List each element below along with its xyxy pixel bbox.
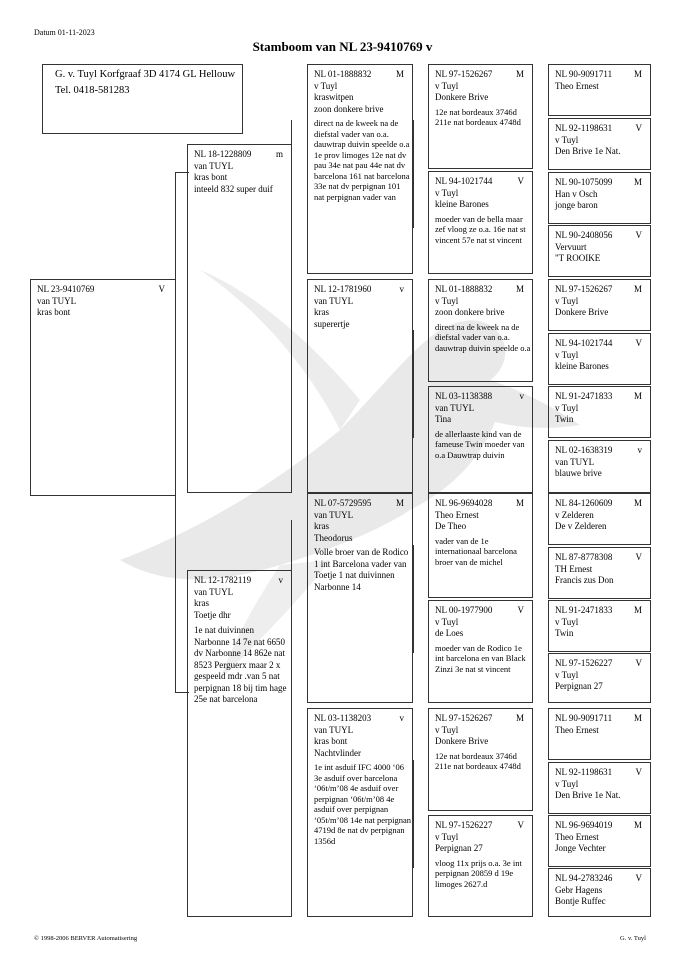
breeder: v Tuyl: [555, 402, 579, 413]
pigeon-name: Den Brive 1e Nat.: [555, 146, 621, 156]
pigeon-name: Twin: [555, 628, 574, 638]
gen3-box-1: [428, 64, 533, 169]
performance-note: Volle broer van de Rodico 1 int Barcelona vader van Toetje 1 nat duivinnen Narbonne 14: [314, 547, 409, 592]
breeder: v Tuyl: [555, 778, 579, 789]
sex-label: M: [515, 498, 524, 508]
sex-label: M: [633, 284, 642, 294]
ring-number: NL 84-1260609: [555, 498, 613, 508]
breeder: van TUYL: [314, 724, 354, 735]
gen4-box-10: [548, 547, 651, 599]
gen4-box-1: [548, 64, 651, 116]
breeder: van TUYL: [194, 160, 234, 171]
date-label: Datum 01-11-2023: [34, 28, 95, 37]
sex-label: v: [278, 575, 283, 585]
pigeon-name: superertje: [314, 318, 350, 329]
gen4-box-16: [548, 868, 651, 917]
ring-number: NL 90-1075099: [555, 177, 613, 187]
pigeon-name: Twin: [555, 414, 574, 424]
pigeon-name: De v Zelderen: [555, 521, 607, 531]
performance-note: vader van de 1e internationaal barcelona broer van de michel: [435, 535, 517, 567]
ring-number: NL 91-2471833: [555, 391, 613, 401]
ring-number: NL 12-1782119: [194, 575, 252, 585]
pigeon-name: inteeld 832 super duif: [194, 183, 273, 194]
sex-label: M: [515, 69, 524, 79]
ring-number: NL 97-1526227: [555, 658, 613, 668]
ring-number: NL 90-2408056: [555, 230, 613, 240]
breeder: v Tuyl: [555, 349, 579, 360]
pigeon-name: De Theo: [435, 521, 467, 531]
color: kras bont: [194, 172, 228, 182]
gen4-box-8: [548, 440, 651, 493]
performance-note: moeder van de Rodico 1e int barcelona en van Black Zinzi 3e nat st vincent: [435, 642, 526, 674]
sex-label: V: [517, 605, 524, 615]
owner-box: [42, 64, 243, 134]
breeder: van TUYL: [37, 295, 77, 306]
gen2-box-3: [307, 493, 413, 703]
sex-label: M: [395, 69, 404, 79]
ring-number: NL 90-9091711: [555, 713, 613, 723]
sex-label: M: [633, 498, 642, 508]
breeder: Theo Ernest: [435, 509, 479, 520]
ring-number: NL 94-2783246: [555, 873, 613, 883]
gen4-box-7: [548, 386, 651, 438]
performance-note: vloog 11x prijs o.a. 3e int perpignan 20859 d 19e limoges 2627.d: [435, 857, 522, 889]
pigeon-name: Francis zus Don: [555, 575, 614, 585]
sex-label: M: [515, 713, 524, 723]
gen4-box-4: [548, 225, 651, 277]
sex-label: M: [633, 820, 642, 830]
breeder: v Tuyl: [435, 295, 459, 306]
ring-number: NL 87-8778308: [555, 552, 613, 562]
sex-label: V: [635, 338, 642, 348]
sex-label: V: [635, 552, 642, 562]
ring-number: NL 91-2471833: [555, 605, 613, 615]
ring-number: NL 90-9091711: [555, 69, 613, 79]
gen2-box-2: [307, 279, 413, 493]
pigeon-name: Bontje Ruffec: [555, 896, 606, 906]
color: kras: [194, 598, 209, 608]
pigeon-name: blauwe brive: [555, 468, 602, 478]
breeder: v Tuyl: [555, 616, 579, 627]
breeder: v Tuyl: [555, 295, 579, 306]
sex-label: M: [633, 391, 642, 401]
breeder: v Tuyl: [435, 187, 459, 198]
gen4-box-5: [548, 279, 651, 331]
father-box: [187, 144, 292, 493]
gen4-box-12: [548, 653, 651, 703]
ring-number: NL 03-1138203: [314, 713, 372, 723]
ring-number: NL 97-1526267: [435, 713, 493, 723]
sex-label: V: [158, 284, 165, 294]
pigeon-name: jonge baron: [555, 200, 598, 210]
footer-copyright: © 1998-2006 BERVER Automatisering: [34, 935, 138, 942]
pigeon-name: Den Brive 1e Nat.: [555, 790, 621, 800]
breeder: Vervuurt: [555, 241, 587, 252]
color: kras: [314, 307, 329, 317]
gen3-box-3: [428, 279, 533, 382]
ring-number: NL 03-1138388: [435, 391, 493, 401]
pigeon-name: zoon donkere brive: [314, 103, 384, 114]
gen4-box-3: [548, 172, 651, 224]
sex-label: V: [517, 176, 524, 186]
breeder: van TUYL: [555, 456, 595, 467]
performance-note: 12e nat bordeaux 3746d 211e nat bordeaux 4748d: [435, 106, 521, 127]
pigeon-name: Jonge Vechter: [555, 843, 606, 853]
gen2-box-1: [307, 64, 413, 274]
ring-number: NL 00-1977900: [435, 605, 493, 615]
pigeon-name: Theodorus: [314, 532, 353, 543]
ring-number: NL 07-5729595: [314, 498, 372, 508]
breeder: v Zelderen: [555, 509, 594, 520]
ring-number: NL 97-1526227: [435, 820, 493, 830]
performance-note: 1e int asduif IFC 4000 ‘06 3e asduif over barcelona ‘06t/m’08 4e asduif over perpignan ‘06t/m’08 4e asduif over perpignan ‘05t/m’08 14e nat perpignan 4719d 8e nat dv perpignan 1356d: [314, 762, 412, 846]
performance-note: moeder van de bella maar zef vloog ze o.a. 16e nat st vincent 57e nat st vincent: [435, 213, 526, 245]
gen4-box-9: [548, 493, 651, 545]
sex-label: v: [399, 713, 404, 723]
performance-note: direct na de kweek na de diefstal vader van o.a. dauwtrap duivin speelde o.a: [435, 321, 531, 353]
color: kras bont: [314, 736, 348, 746]
pigeon-name: zoon donkere brive: [435, 307, 505, 317]
color: kras: [314, 521, 329, 531]
sex-label: v: [399, 284, 404, 294]
gen2-box-4: [307, 708, 413, 917]
breeder: Theo Ernest: [555, 80, 599, 91]
pigeon-name: de Loes: [435, 628, 464, 638]
ring-number: NL 94-1021744: [435, 176, 493, 186]
gen4-box-14: [548, 762, 651, 814]
gen4-box-15: [548, 815, 651, 867]
sex-label: V: [635, 658, 642, 668]
ring-number: NL 12-1781960: [314, 284, 372, 294]
ring-number: NL 97-1526267: [435, 69, 493, 79]
owner-city: 4174 GL Hellouw: [159, 69, 236, 80]
ring-number: NL 18-1228809: [194, 149, 252, 159]
breeder: TH Ernest: [555, 563, 593, 574]
breeder: van TUYL: [435, 402, 475, 413]
sex-label: M: [633, 177, 642, 187]
ring-number: NL 94-1021744: [555, 338, 613, 348]
pigeon-name: Tina: [435, 414, 452, 424]
sex-label: M: [633, 69, 642, 79]
performance-note: 1e nat duivinnen Narbonne 14 7e nat 6650 dv Narbonne 14 862e nat 8523 Perguerx maar 2 x gespeeld mdr .van 5 nat perpignan 18 bij tim hage 25e nat barcelona: [194, 625, 287, 704]
ring-number: NL 92-1198631: [555, 123, 613, 133]
breeder: van TUYL: [314, 509, 354, 520]
pigeon-name: Nachtvlinder: [314, 747, 361, 758]
breeder: Gebr Hagens: [555, 884, 603, 895]
gen3-box-7: [428, 708, 533, 811]
gen4-box-2: [548, 118, 651, 170]
sex-label: V: [635, 767, 642, 777]
breeder: v Tuyl: [435, 831, 459, 842]
gen4-box-6: [548, 333, 651, 385]
performance-note: 12e nat bordeaux 3746d 211e nat bordeaux 4748d: [435, 750, 521, 771]
breeder: Han v Osch: [555, 188, 598, 199]
sex-label: M: [633, 605, 642, 615]
gen3-box-2: [428, 171, 533, 274]
color: kras bont: [37, 307, 71, 317]
pigeon-name: "T ROOIKE: [555, 253, 601, 263]
owner-name: G. v. Tuyl: [55, 69, 97, 80]
gen3-box-5: [428, 493, 533, 598]
ring-number: NL 02-1638319: [555, 445, 613, 455]
pigeon-name: kleine Barones: [555, 361, 609, 371]
ring-number: NL 01-1888832: [435, 284, 493, 294]
pigeon-name: Donkere Brive: [435, 736, 489, 746]
breeder: v Tuyl: [314, 80, 338, 91]
ring-number: NL 97-1526267: [555, 284, 613, 294]
page-title: Stamboom van NL 23-9410769 v: [252, 39, 433, 54]
breeder: v Tuyl: [555, 134, 579, 145]
sex-label: M: [515, 284, 524, 294]
footer-owner: G. v. Tuyl: [620, 935, 646, 942]
sex-label: V: [517, 820, 524, 830]
pigeon-name: Toetje dhr: [194, 609, 231, 620]
sex-label: V: [635, 873, 642, 883]
breeder: Theo Ernest: [555, 831, 599, 842]
sex-label: v: [519, 391, 524, 401]
ring-number: NL 23-9410769: [37, 284, 95, 294]
sex-label: M: [633, 713, 642, 723]
performance-note: de allerlaaste kind van de fameuse Twin moeder van o.a Dauwtrap duivin: [435, 428, 525, 460]
color: kraswitpen: [314, 92, 354, 102]
pigeon-name: Donkere Brive: [435, 92, 489, 102]
owner-street: Korfgraaf 3D: [99, 69, 157, 80]
gen4-box-13: [548, 708, 651, 760]
sex-label: M: [395, 498, 404, 508]
performance-note: direct na de kweek na de diefstal vader van o.a. dauwtrap duivin speelde o.a 1e prov limoges 12e nat dv pau 34e nat pau 44e nat dv barcelona 161 nat barcelona 33e nat dv perpignan 101 nat perpignan vader van: [314, 118, 410, 202]
breeder: v Tuyl: [555, 669, 579, 680]
breeder: van TUYL: [314, 295, 354, 306]
breeder: van TUYL: [194, 586, 234, 597]
breeder: v Tuyl: [435, 80, 459, 91]
gen3-box-8: [428, 815, 533, 917]
mother-box: [187, 570, 292, 917]
ring-number: NL 92-1198631: [555, 767, 613, 777]
pigeon-name: Perpignan 27: [555, 681, 603, 691]
sex-label: V: [635, 123, 642, 133]
breeder: v Tuyl: [435, 616, 459, 627]
pedigree-subject-box: [30, 279, 176, 496]
pigeon-name: Donkere Brive: [555, 307, 609, 317]
sex-label: V: [635, 230, 642, 240]
gen3-box-4: [428, 386, 533, 493]
ring-number: NL 96-9694019: [555, 820, 613, 830]
pigeon-name: Perpignan 27: [435, 843, 483, 853]
owner-phone: Tel. 0418-581283: [55, 85, 130, 96]
sex-label: v: [637, 445, 642, 455]
breeder: v Tuyl: [435, 724, 459, 735]
sex-label: m: [275, 149, 283, 159]
ring-number: NL 01-1888832: [314, 69, 372, 79]
pigeon-name: kleine Barones: [435, 199, 489, 209]
breeder: Theo Ernest: [555, 724, 599, 735]
gen3-box-6: [428, 600, 533, 703]
ring-number: NL 96-9694028: [435, 498, 493, 508]
gen4-box-11: [548, 600, 651, 652]
